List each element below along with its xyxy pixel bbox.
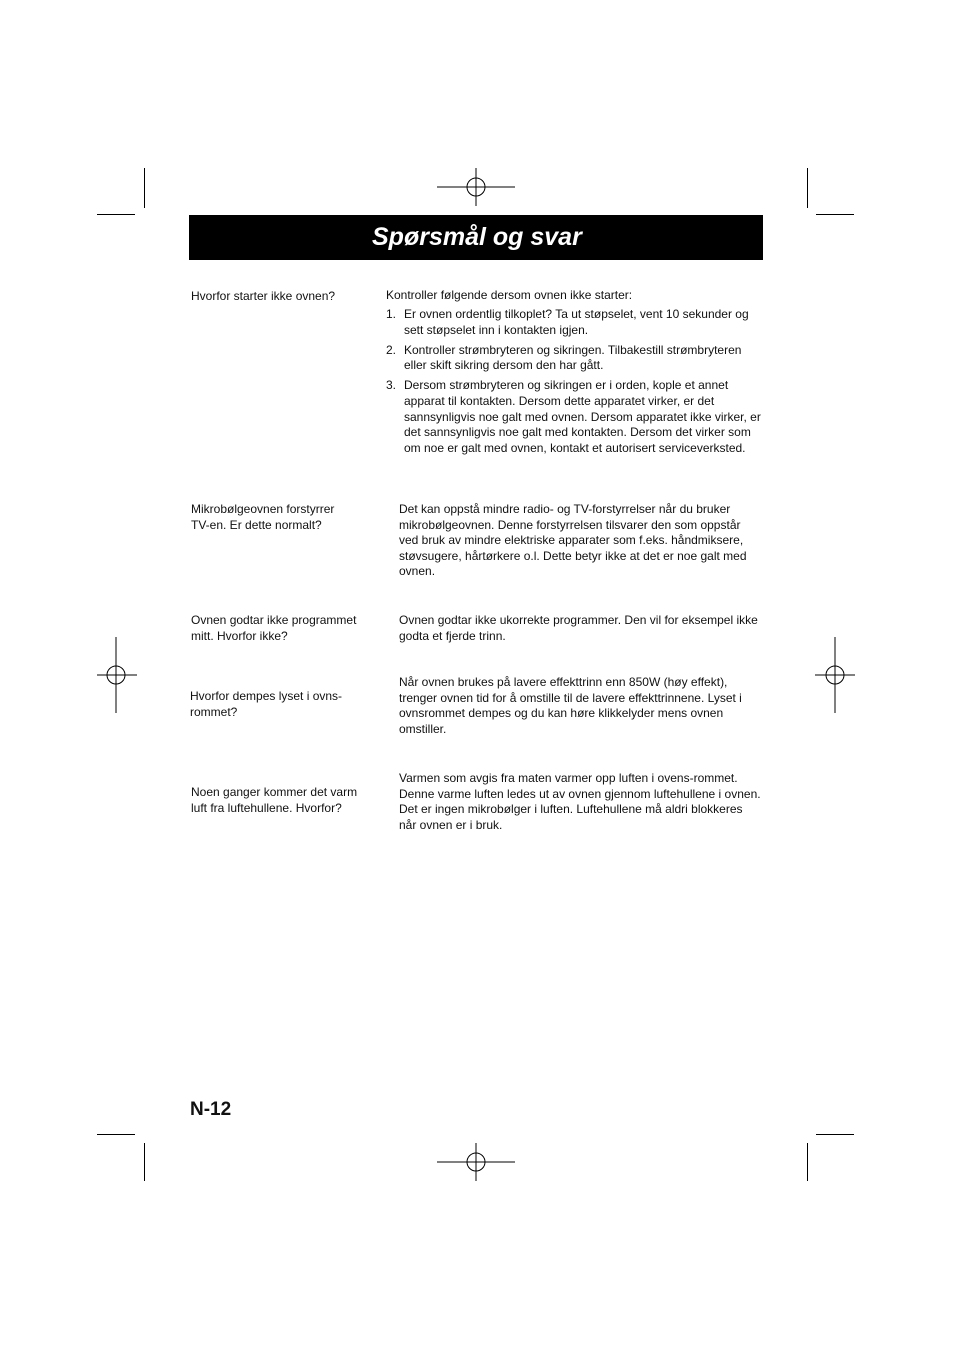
crop-mark bbox=[97, 1134, 135, 1135]
registration-mark-icon bbox=[815, 637, 855, 713]
question-2: Mikrobølgeovnen forstyrrer TV-en. Er dette normalt? bbox=[191, 502, 335, 532]
crop-mark bbox=[807, 168, 808, 208]
list-item-number: 2. bbox=[386, 342, 397, 357]
question-3: Ovnen godtar ikke programmet mitt. Hvorfor ikke? bbox=[191, 613, 357, 643]
page-title: Spørsmål og svar bbox=[372, 223, 582, 251]
question-5: Noen ganger kommer det varm luft fra luftehullene. Hvorfor? bbox=[191, 785, 358, 815]
crop-mark bbox=[807, 1143, 808, 1181]
registration-mark-icon bbox=[437, 168, 515, 206]
crop-mark bbox=[816, 1134, 854, 1135]
answer-5: Varmen som avgis fra maten varmer opp luften i ovens-rommet. Denne varme luften ledes ut av ovnen gjennom luftehullene i ovnen. Det er ingen mikrobølger i luften. Luftehullene må aldri blokkeres når ovnen er i bruk. bbox=[399, 771, 761, 832]
registration-mark-icon bbox=[97, 637, 137, 713]
answer-1-list bbox=[386, 307, 763, 461]
page-number: N-12 bbox=[190, 1099, 232, 1120]
question-1: Hvorfor starter ikke ovnen? bbox=[191, 289, 336, 303]
answer-3: Ovnen godtar ikke ukorrekte programmer. Den vil for eksempel ikke godta et fjerde trinn. bbox=[399, 613, 758, 643]
answer-4: Når ovnen brukes på lavere effekttrinn enn 850W (høy effekt), trenger ovnen tid for å omstille til de lavere effekttrinnene. Lyset i ovnsrommet dempes og du kan høre klikkelyder mens ovnen omstiller. bbox=[399, 675, 742, 736]
title-bar bbox=[189, 215, 763, 260]
list-item bbox=[386, 378, 763, 456]
answer-1-intro: Kontroller følgende dersom ovnen ikke starter: bbox=[386, 288, 633, 302]
crop-mark bbox=[816, 214, 854, 215]
crop-mark bbox=[144, 168, 145, 208]
crop-mark bbox=[144, 1143, 145, 1181]
list-item-text: Er ovnen ordentlig tilkoplet? Ta ut støpselet, vent 10 sekunder og sett støpselet inn i kontakten igjen. bbox=[404, 307, 749, 337]
list-item bbox=[386, 343, 763, 374]
crop-mark bbox=[97, 214, 135, 215]
list-item bbox=[386, 307, 763, 338]
list-item-text: Kontroller strømbryteren og sikringen. Tilbakestill strømbryteren eller skift sikring dersom den har gått. bbox=[404, 342, 742, 373]
list-item-number: 3. bbox=[386, 378, 397, 393]
list-item-text: Dersom strømbryteren og sikringen er i orden, kople et annet apparat til kontakten. Dersom dette apparatet virker, er det sannsynligvis noe galt med ovnen. Dersom apparatet ikke virker, er det sannsynligvis noe galt med kontakten. Dersom det virker som om noe er galt med ovnen, kontakt et autorisert serviceverksted. bbox=[404, 378, 761, 455]
list-item-number: 1. bbox=[386, 307, 397, 321]
answer-2: Det kan oppstå mindre radio- og TV-forstyrrelser når du bruker mikrobølgeovnen. Denne forstyrrelsen tilsvarer den som oppstår ved bruk av mindre elektriske apparater som f.eks. håndmiksere, støvsugere, hårtørkere o.l. Dette betyr ikke at det er noe galt med ovnen. bbox=[399, 502, 747, 579]
registration-mark-icon bbox=[437, 1143, 515, 1181]
question-4: Hvorfor dempes lyset i ovns-rommet? bbox=[190, 689, 343, 719]
